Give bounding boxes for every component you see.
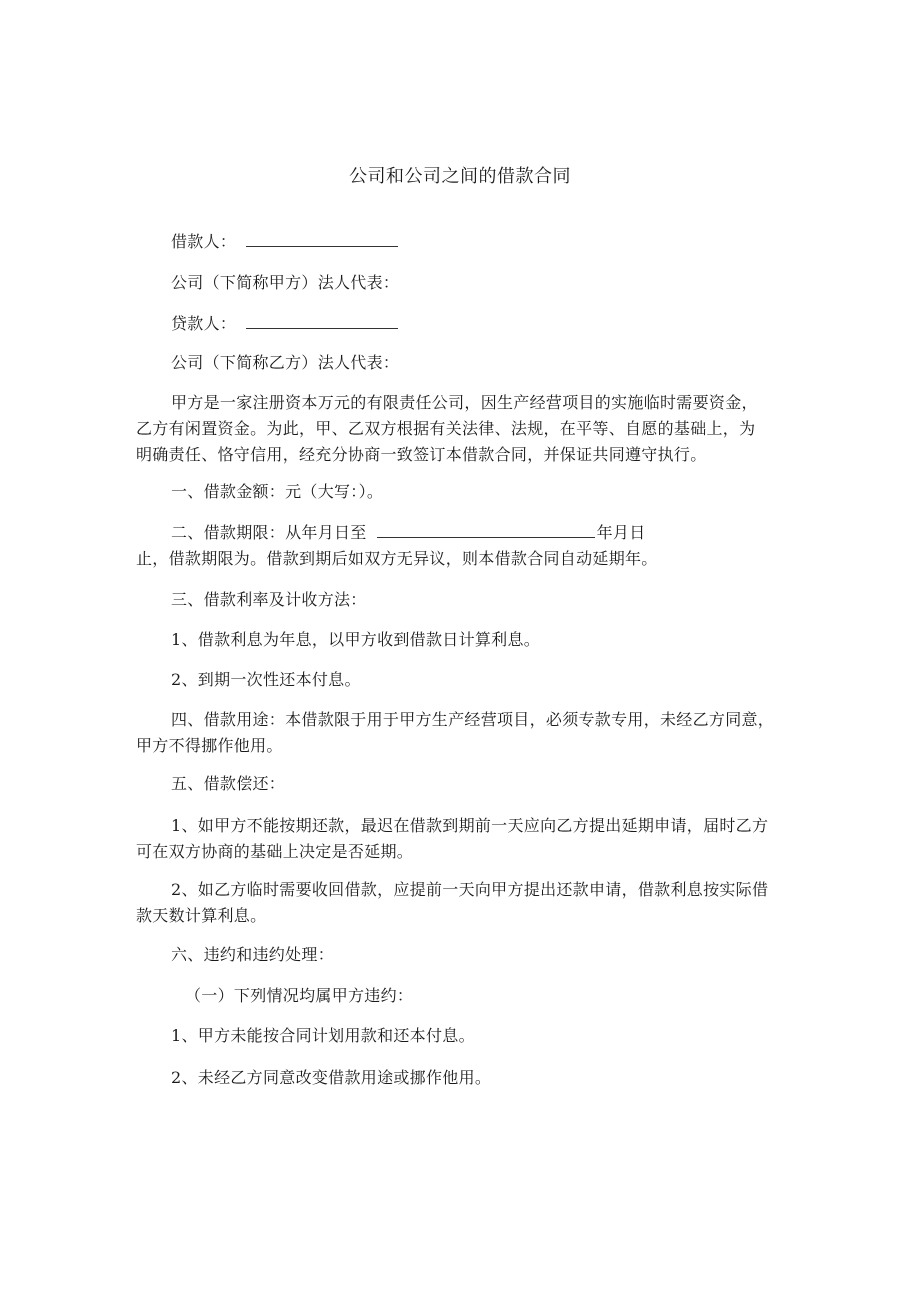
intro-line-1: 甲方是一家注册资本万元的有限责任公司，因生产经营项目的实施临时需要资金， bbox=[171, 393, 758, 412]
article-2-blank[interactable] bbox=[377, 519, 595, 538]
article-5-item-1 bbox=[136, 813, 796, 865]
article-3-item-2-text: 2、到期一次性还本付息。 bbox=[171, 670, 361, 689]
article-5-item-2 bbox=[136, 877, 796, 929]
article-5-item-2-line-2: 款天数计算利息。 bbox=[136, 906, 267, 925]
party-a-line bbox=[136, 270, 796, 296]
article-6-sub-1-text: （一）下列情况均属甲方违约： bbox=[185, 986, 414, 1005]
article-2-line-2: 止，借款期限为。借款到期后如双方无异议，则本借款合同自动延期年。 bbox=[136, 549, 658, 568]
intro-line-3: 明确责任、恪守信用，经充分协商一致签订本借款合同，并保证共同遵守执行。 bbox=[136, 445, 707, 464]
article-6-sub-1 bbox=[136, 983, 796, 1009]
borrower-blank[interactable] bbox=[246, 228, 398, 247]
article-4-line-2: 甲方不得挪作他用。 bbox=[136, 736, 283, 755]
article-2-prefix: 二、借款期限：从年月日至 bbox=[171, 523, 367, 542]
borrower-label: 借款人： bbox=[171, 232, 237, 251]
article-5-item-1-line-1: 1、如甲方不能按期还款，最迟在借款到期前一天应向乙方提出延期申请，届时乙方 bbox=[171, 816, 769, 835]
article-1-text: 一、借款金额：元（大写：）。 bbox=[171, 482, 384, 501]
article-5-heading bbox=[136, 771, 796, 797]
article-4 bbox=[136, 707, 796, 759]
article-3-item-1-text: 1、借款利息为年息，以甲方收到借款日计算利息。 bbox=[171, 630, 541, 649]
article-3-heading-text: 三、借款利率及计收方法： bbox=[171, 590, 367, 609]
article-5-item-1-line-2: 可在双方协商的基础上决定是否延期。 bbox=[136, 842, 414, 861]
party-b-text: 公司（下简称乙方）法人代表： bbox=[171, 353, 400, 372]
article-6-heading-text: 六、违约和违约处理： bbox=[171, 945, 335, 964]
article-2-suffix: 年月日 bbox=[596, 523, 646, 542]
article-6-item-2-text: 2、未经乙方同意改变借款用途或挪作他用。 bbox=[171, 1068, 492, 1087]
intro-line-2: 乙方有闲置资金。为此，甲、乙双方根据有关法律、法规，在平等、自愿的基础上，为 bbox=[136, 419, 756, 438]
article-3-heading bbox=[136, 587, 796, 613]
article-6-item-1 bbox=[136, 1023, 796, 1049]
article-5-heading-text: 五、借款偿还： bbox=[171, 774, 286, 793]
article-6-item-1-text: 1、甲方未能按合同计划用款和还本付息。 bbox=[171, 1026, 475, 1045]
lender-label: 贷款人： bbox=[171, 314, 237, 333]
article-1 bbox=[136, 479, 796, 505]
party-b-line bbox=[136, 350, 796, 376]
intro-paragraph bbox=[136, 390, 796, 468]
article-2 bbox=[136, 519, 796, 572]
article-6-heading bbox=[136, 942, 796, 968]
article-5-item-2-line-1: 2、如乙方临时需要收回借款，应提前一天向甲方提出还款申请，借款利息按实际借 bbox=[171, 880, 769, 899]
article-3-item-1 bbox=[136, 627, 796, 653]
lender-blank[interactable] bbox=[246, 310, 398, 329]
lender-line bbox=[136, 310, 796, 337]
borrower-line bbox=[136, 228, 796, 255]
party-a-text: 公司（下简称甲方）法人代表： bbox=[171, 273, 400, 292]
document-title: 公司和公司之间的借款合同 bbox=[349, 166, 571, 187]
article-3-item-2 bbox=[136, 667, 796, 693]
article-6-item-2 bbox=[136, 1065, 796, 1091]
article-4-line-1: 四、借款用途：本借款限于用于甲方生产经营项目，必须专款专用，未经乙方同意， bbox=[171, 710, 775, 729]
